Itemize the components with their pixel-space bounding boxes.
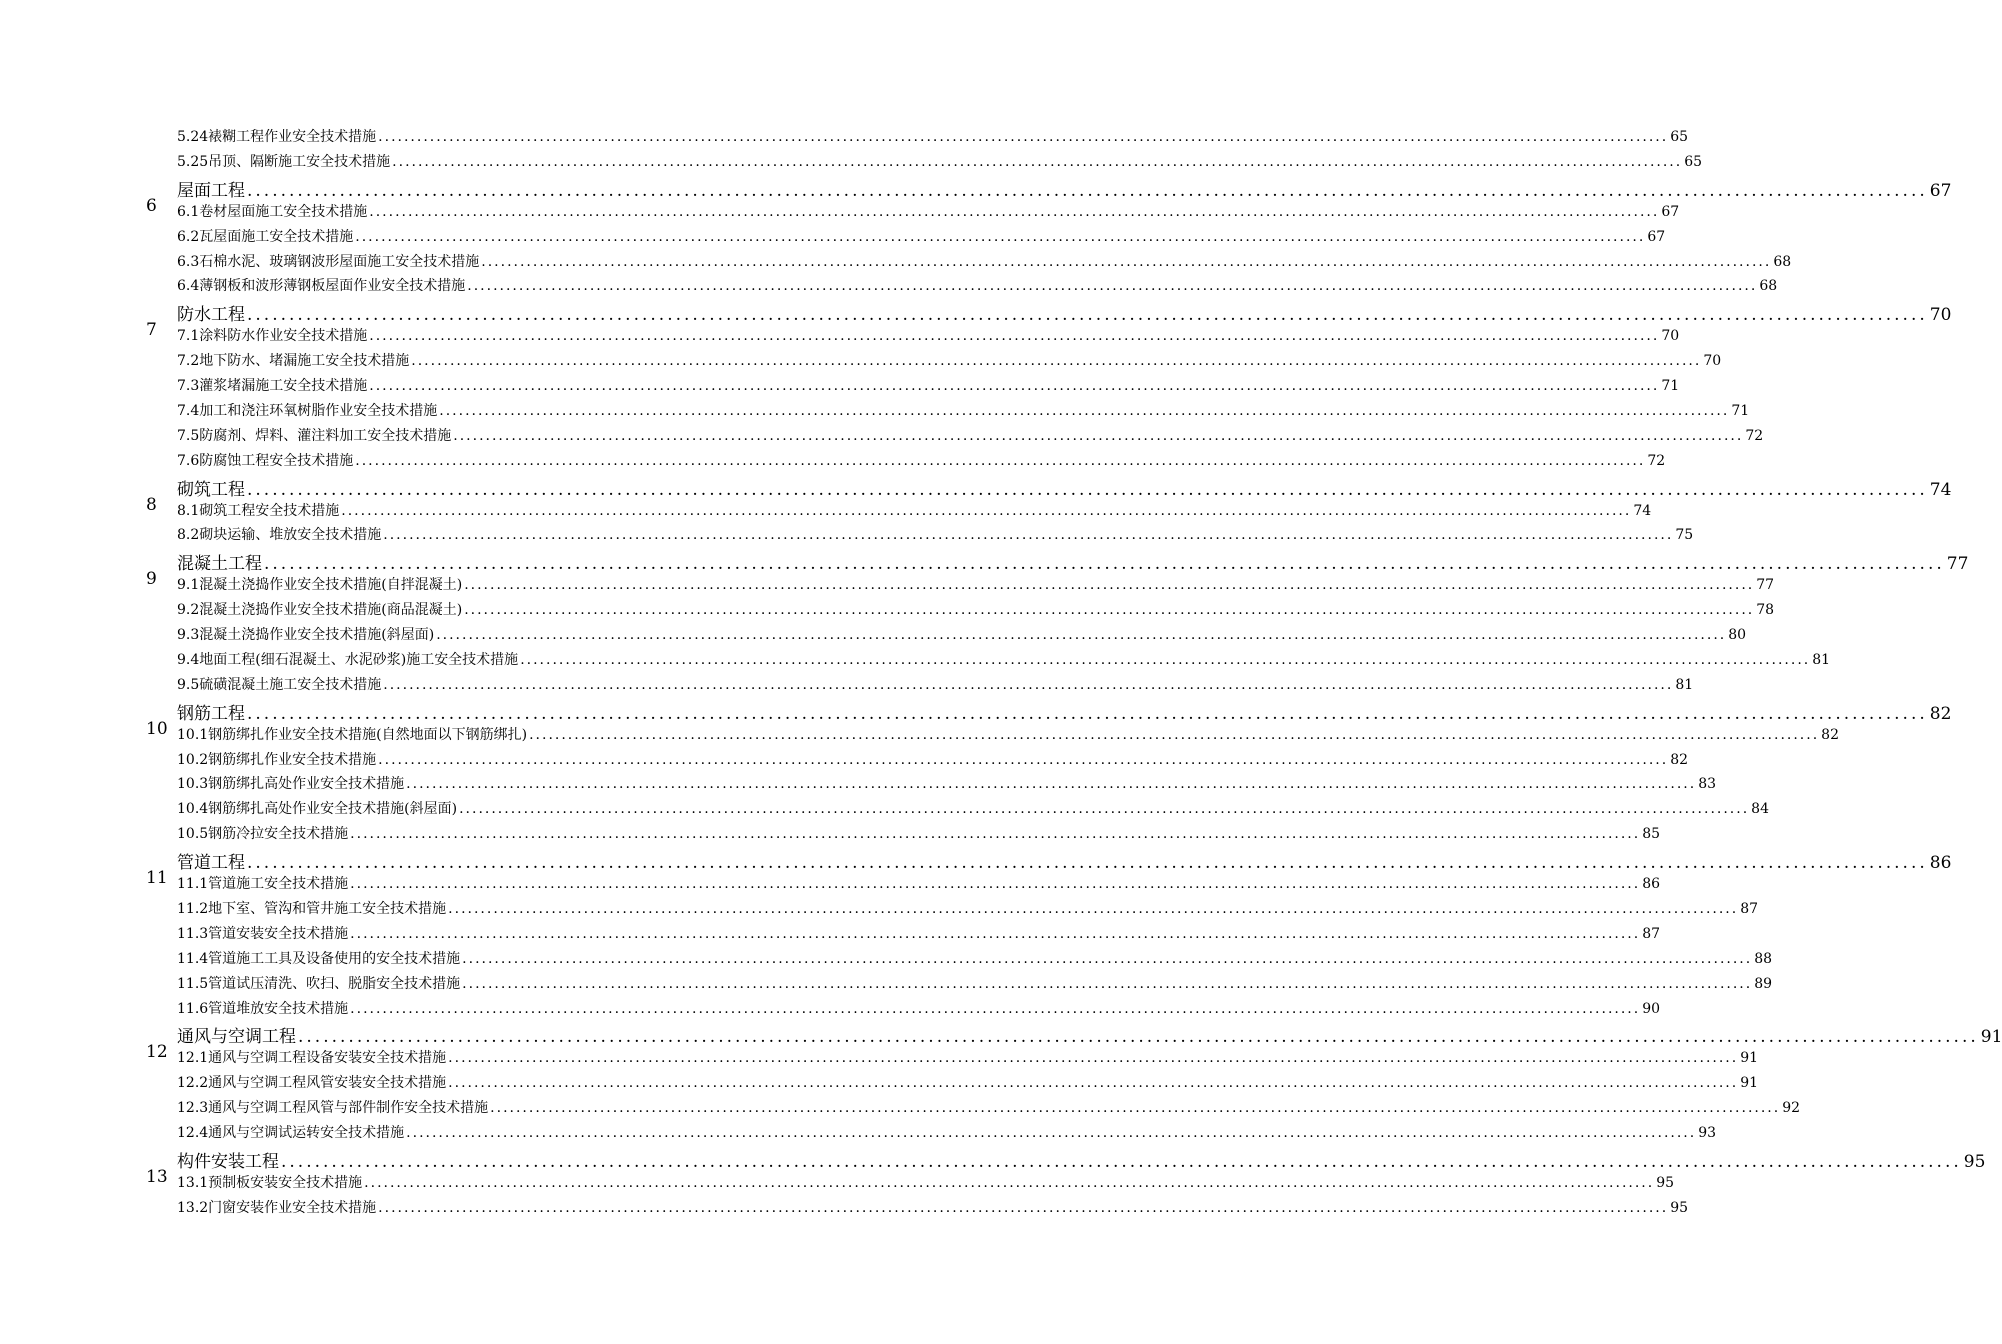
dot-leader: ........................................................................................................................................................................................................: [247, 180, 1928, 201]
toc-page-number: 88: [1754, 950, 1773, 967]
chapter-number: 11: [146, 868, 168, 889]
toc-section-entry[interactable]: [0, 1197, 1689, 1222]
toc-entry-title: 11.4管道施工工具及设备使用的安全技术措施: [177, 950, 461, 967]
chapter-number: 10: [146, 718, 168, 739]
toc-page-number: 85: [1642, 826, 1661, 843]
dot-leader: ........................................................................................................................................................................................................: [369, 328, 1660, 345]
toc-section-entry[interactable]: [0, 873, 1661, 898]
dot-leader: ........................................................................................................................................................................................................: [281, 1151, 1962, 1172]
toc-section-entry[interactable]: [0, 425, 1764, 450]
toc-section-entry[interactable]: [0, 126, 1689, 151]
toc-page-number: 68: [1773, 253, 1792, 270]
dot-leader: ........................................................................................................................................................................................................: [369, 378, 1660, 394]
toc-entry-title: 7.1涂料防水作业安全技术措施: [177, 328, 368, 345]
toc-entry-title: 砌筑工程: [177, 479, 245, 500]
dot-leader: ........................................................................................................................................................................................................: [350, 826, 1641, 843]
dot-leader: ........................................................................................................................................................................................................: [448, 900, 1739, 917]
toc-entry-title: 7.6防腐蚀工程安全技术措施: [177, 452, 354, 469]
toc-section-entry[interactable]: [0, 674, 1694, 699]
toc-page-number: 72: [1647, 452, 1666, 469]
toc-section-entry[interactable]: [0, 350, 1722, 375]
toc-page-number: 81: [1812, 651, 1831, 668]
dot-leader: ........................................................................................................................................................................................................: [341, 502, 1632, 519]
toc-entry-title: 构件安装工程: [177, 1151, 279, 1172]
toc-page-number: 83: [1698, 776, 1717, 793]
toc-page-number: 70: [1661, 328, 1680, 345]
toc-section-entry[interactable]: [0, 923, 1661, 948]
toc-page-number: 91: [1740, 1050, 1759, 1067]
toc-entry-title: 7.5防腐剂、焊料、灌注料加工安全技术措施: [177, 427, 452, 444]
toc-page-number: 74: [1633, 502, 1652, 519]
toc-entry-title: 管道工程: [177, 853, 245, 874]
dot-leader: ........................................................................................................................................................................................................: [436, 627, 1727, 643]
toc-page-number: 90: [1642, 1000, 1661, 1017]
toc-entry-title: 9.5硫磺混凝土施工安全技术措施: [177, 676, 382, 693]
toc-page-number: 93: [1698, 1125, 1717, 1141]
toc-page-number: 67: [1647, 228, 1666, 245]
dot-leader: ........................................................................................................................................................................................................: [350, 876, 1641, 892]
dot-leader: ........................................................................................................................................................................................................: [247, 479, 1928, 500]
toc-page-number: 82: [1670, 751, 1689, 768]
toc-section-entry[interactable]: [0, 749, 1689, 774]
toc-entry-title: 7.3灌浆堵漏施工安全技术措施: [177, 378, 368, 394]
toc-entry-title: 12.3通风与空调工程风管与部件制作安全技术措施: [177, 1100, 489, 1117]
dot-leader: ........................................................................................................................................................................................................: [298, 1027, 1979, 1048]
toc-page-number: 77: [1756, 577, 1775, 594]
toc-entry-title: 5.25吊顶、隔断施工安全技术措施: [177, 153, 391, 170]
toc-entry-title: 10.5钢筋冷拉安全技术措施: [177, 826, 349, 843]
toc-section-entry[interactable]: [0, 251, 1792, 276]
dot-leader: ........................................................................................................................................................................................................: [378, 129, 1669, 145]
toc-entry-title: 12.4通风与空调试运转安全技术措施: [177, 1125, 405, 1141]
toc-entry-title: 10.4钢筋绑扎高处作业安全技术措施(斜屋面): [177, 801, 458, 818]
toc-entry-title: 屋面工程: [177, 180, 245, 201]
toc-section-entry[interactable]: [0, 724, 1839, 749]
toc-entry-title: 7.4加工和浇注环氧树脂作业安全技术措施: [177, 402, 438, 419]
toc-page-number: 70: [1929, 305, 1952, 326]
toc-page-number: 67: [1661, 203, 1680, 220]
dot-leader: ........................................................................................................................................................................................................: [467, 278, 1758, 295]
toc-entry-title: 12.1通风与空调工程设备安装安全技术措施: [177, 1050, 447, 1067]
toc-entry-title: 7.2地下防水、堵漏施工安全技术措施: [177, 353, 410, 370]
dot-leader: ........................................................................................................................................................................................................: [350, 925, 1641, 942]
toc-entry-title: 6.3石棉水泥、玻璃钢波形屋面施工安全技术措施: [177, 253, 480, 270]
dot-leader: ........................................................................................................................................................................................................: [448, 1050, 1739, 1067]
toc-section-entry[interactable]: [0, 599, 1775, 624]
dot-leader: ........................................................................................................................................................................................................: [462, 975, 1753, 992]
chapter-number: 9: [146, 569, 157, 590]
toc-entry-title: 通风与空调工程: [177, 1027, 296, 1048]
toc-page-number: 81: [1675, 676, 1694, 693]
toc-section-entry[interactable]: [0, 275, 1778, 300]
toc-page-number: 70: [1703, 353, 1722, 370]
toc-entry-title: 8.1砌筑工程安全技术措施: [177, 502, 340, 519]
toc-page-number: 80: [1728, 627, 1747, 643]
toc-entry-title: 钢筋工程: [177, 703, 245, 724]
dot-leader: ........................................................................................................................................................................................................: [481, 253, 1772, 270]
toc-page-number: 72: [1745, 427, 1764, 444]
toc-section-entry[interactable]: [0, 325, 1680, 350]
toc-section-entry[interactable]: [0, 1172, 1675, 1197]
chapter-number: 13: [146, 1166, 168, 1187]
toc-entry-title: 11.2地下室、管沟和管井施工安全技术措施: [177, 900, 447, 917]
toc-page-number: 78: [1756, 602, 1775, 619]
dot-leader: ........................................................................................................................................................................................................: [369, 203, 1660, 220]
toc-page-number: 71: [1731, 402, 1750, 419]
toc-section-entry[interactable]: [0, 948, 1773, 973]
toc-section-entry[interactable]: [0, 201, 1680, 226]
toc-page-number: 87: [1642, 925, 1661, 942]
toc-section-entry[interactable]: [0, 1097, 1801, 1122]
toc-entry-title: 混凝土工程: [177, 554, 262, 575]
chapter-number: 6: [146, 195, 157, 216]
toc-entry-title: 10.1钢筋绑扎作业安全技术措施(自然地面以下钢筋绑扎): [177, 726, 528, 743]
toc-section-entry[interactable]: [0, 798, 1769, 823]
toc-page-number: 67: [1929, 180, 1952, 201]
chapter-number: 7: [146, 320, 157, 341]
toc-section-entry[interactable]: [0, 574, 1775, 599]
toc-section-entry[interactable]: [0, 450, 1666, 475]
dot-leader: ........................................................................................................................................................................................................: [355, 452, 1646, 469]
dot-leader: ........................................................................................................................................................................................................: [520, 651, 1811, 668]
toc-entry-title: 9.4地面工程(细石混凝土、水泥砂浆)施工安全技术措施: [177, 651, 519, 668]
dot-leader: ........................................................................................................................................................................................................: [464, 602, 1755, 619]
toc-section-entry[interactable]: [0, 500, 1652, 525]
dot-leader: ........................................................................................................................................................................................................: [459, 801, 1750, 818]
dot-leader: ........................................................................................................................................................................................................: [529, 726, 1820, 743]
toc-entry-title: 6.1卷材屋面施工安全技术措施: [177, 203, 368, 220]
toc-entry-title: 13.1预制板安装安全技术措施: [177, 1174, 363, 1191]
dot-leader: ........................................................................................................................................................................................................: [350, 1000, 1641, 1017]
toc-entry-title: 11.3管道安装安全技术措施: [177, 925, 349, 942]
toc-page-number: 86: [1642, 876, 1661, 892]
chapter-number: 8: [146, 494, 157, 515]
toc-entry-title: 11.6管道堆放安全技术措施: [177, 1000, 349, 1017]
toc-entry-title: 防水工程: [177, 305, 245, 326]
toc-entry-title: 6.4薄钢板和波形薄钢板屋面作业安全技术措施: [177, 278, 466, 295]
dot-leader: ........................................................................................................................................................................................................: [355, 228, 1646, 245]
toc-section-entry[interactable]: [0, 1047, 1759, 1072]
toc-section-entry[interactable]: [0, 624, 1747, 649]
toc-entry-title: 6.2瓦屋面施工安全技术措施: [177, 228, 354, 245]
toc-page-number: 95: [1963, 1151, 1986, 1172]
toc-page-number: 86: [1929, 853, 1952, 874]
dot-leader: ........................................................................................................................................................................................................: [462, 950, 1753, 967]
dot-leader: ........................................................................................................................................................................................................: [364, 1174, 1655, 1191]
dot-leader: ........................................................................................................................................................................................................: [406, 1125, 1697, 1141]
toc-page-number: 92: [1782, 1100, 1801, 1117]
toc-entry-title: 12.2通风与空调工程风管安装安全技术措施: [177, 1075, 447, 1092]
dot-leader: ........................................................................................................................................................................................................: [247, 305, 1928, 326]
toc-page-number: 77: [1946, 554, 1969, 575]
toc-section-entry[interactable]: [0, 973, 1773, 998]
dot-leader: ........................................................................................................................................................................................................: [490, 1100, 1781, 1117]
dot-leader: ........................................................................................................................................................................................................: [264, 554, 1945, 575]
toc-page-number: 91: [1740, 1075, 1759, 1092]
toc-entry-title: 9.1混凝土浇捣作业安全技术措施(自拌混凝土): [177, 577, 463, 594]
chapter-number: 12: [146, 1042, 168, 1063]
toc-section-entry[interactable]: [0, 400, 1750, 425]
dot-leader: ........................................................................................................................................................................................................: [383, 676, 1674, 693]
toc-entry-title: 10.3钢筋绑扎高处作业安全技术措施: [177, 776, 405, 793]
dot-leader: ........................................................................................................................................................................................................: [448, 1075, 1739, 1092]
toc-section-entry[interactable]: [0, 151, 1703, 176]
toc-page-number: 91: [1980, 1027, 2002, 1048]
toc-page-number: 65: [1670, 129, 1689, 145]
dot-leader: ........................................................................................................................................................................................................: [383, 527, 1674, 544]
toc-page-number: 68: [1759, 278, 1778, 295]
toc-entry-title: 9.3混凝土浇捣作业安全技术措施(斜屋面): [177, 627, 435, 643]
dot-leader: ........................................................................................................................................................................................................: [392, 153, 1683, 170]
toc-page-number: 95: [1670, 1199, 1689, 1216]
toc-section-entry[interactable]: [0, 226, 1666, 251]
dot-leader: ........................................................................................................................................................................................................: [411, 353, 1702, 370]
toc-page-number: 71: [1661, 378, 1680, 394]
toc-section-entry[interactable]: [0, 823, 1661, 848]
dot-leader: ........................................................................................................................................................................................................: [439, 402, 1730, 419]
toc-section-entry[interactable]: [0, 524, 1694, 549]
dot-leader: ........................................................................................................................................................................................................: [247, 853, 1928, 874]
toc-entry-title: 13.2门窗安装作业安全技术措施: [177, 1199, 377, 1216]
toc-page-number: 65: [1684, 153, 1703, 170]
toc-section-entry[interactable]: [0, 1122, 1717, 1147]
toc-entry-title: 9.2混凝土浇捣作业安全技术措施(商品混凝土): [177, 602, 463, 619]
toc-page-number: 82: [1821, 726, 1839, 743]
toc-section-entry[interactable]: [0, 375, 1680, 400]
toc-page-number: 84: [1751, 801, 1769, 818]
toc-section-entry[interactable]: [0, 998, 1661, 1023]
toc-entry-title: 5.24裱糊工程作业安全技术措施: [177, 129, 377, 145]
toc-page-number: 89: [1754, 975, 1773, 992]
dot-leader: ........................................................................................................................................................................................................: [378, 1199, 1669, 1216]
toc-entry-title: 8.2砌块运输、堆放安全技术措施: [177, 527, 382, 544]
toc-entry-title: 11.5管道试压清洗、吹扫、脱脂安全技术措施: [177, 975, 461, 992]
dot-leader: ........................................................................................................................................................................................................: [247, 703, 1928, 724]
dot-leader: ........................................................................................................................................................................................................: [406, 776, 1697, 793]
toc-section-entry[interactable]: [0, 649, 1831, 674]
toc-section-entry[interactable]: [0, 773, 1717, 798]
dot-leader: ........................................................................................................................................................................................................: [453, 427, 1744, 444]
toc-page-number: 74: [1929, 479, 1952, 500]
dot-leader: ........................................................................................................................................................................................................: [464, 577, 1755, 594]
toc-page-number: 95: [1656, 1174, 1675, 1191]
toc-page-number: 75: [1675, 527, 1694, 544]
toc-page-number: 82: [1929, 703, 1952, 724]
dot-leader: ........................................................................................................................................................................................................: [378, 751, 1669, 768]
toc-entry-title: 10.2钢筋绑扎作业安全技术措施: [177, 751, 377, 768]
toc-section-entry[interactable]: [0, 898, 1759, 923]
toc-entry-title: 11.1管道施工安全技术措施: [177, 876, 349, 892]
toc-page-number: 87: [1740, 900, 1759, 917]
toc-section-entry[interactable]: [0, 1072, 1759, 1097]
